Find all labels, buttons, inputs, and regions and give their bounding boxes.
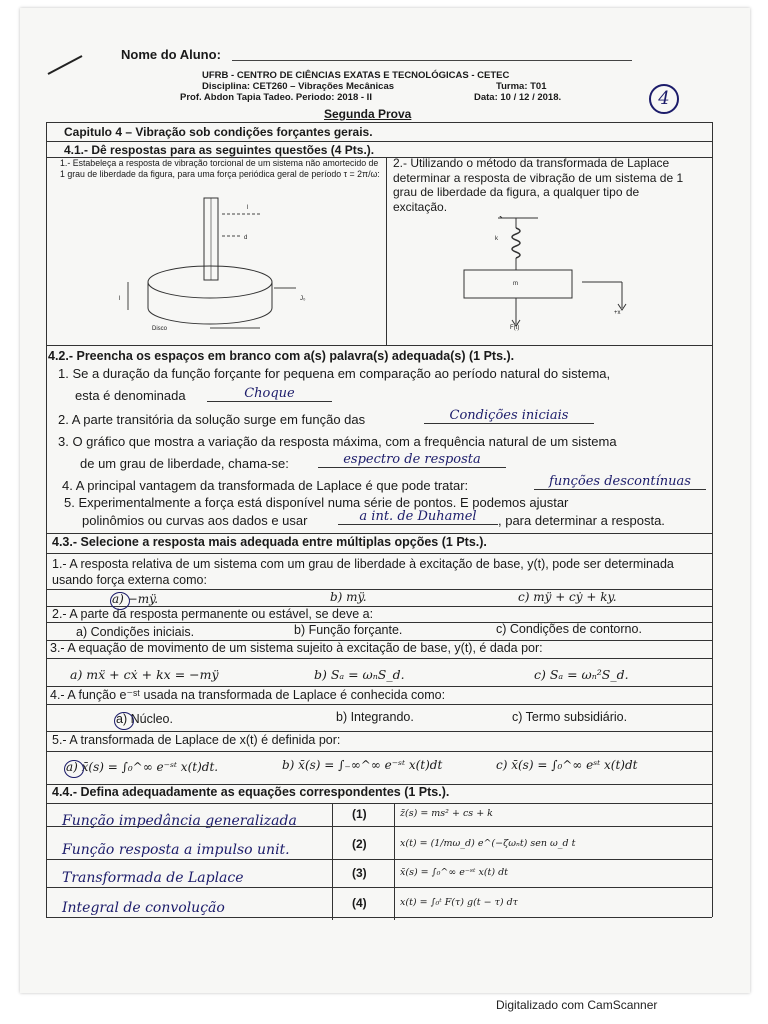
col-line	[332, 803, 333, 920]
rule	[46, 345, 712, 346]
eq-3-answer[interactable]: Transformada de Laplace	[62, 870, 244, 886]
section-4-1-title: 4.1.- Dê respostas para as seguintes questões (4 Pts.).	[64, 143, 375, 157]
fill-2-answer[interactable]: Condições iniciais	[424, 408, 594, 424]
mc-4-option-a[interactable]: a) Núcleo.	[116, 712, 173, 726]
mc-2-option-b[interactable]: b) Função forçante.	[294, 623, 403, 637]
student-name-line	[232, 60, 632, 61]
q2-statement: 2.- Utilizando o método da transformada de Laplace determinar a resposta de vibração de um sistema de 1 grau de liberdade da figura, a qualquer tipo de excitação.	[393, 156, 684, 214]
pen-mark-icon	[46, 50, 86, 80]
fill-1-answer[interactable]: Choque	[207, 386, 332, 402]
rule	[46, 859, 712, 860]
fill-5-line-b: polinômios ou curvas aos dados e usar	[82, 513, 308, 528]
eq-1-number: (1)	[352, 807, 367, 821]
inertia-label: J₀	[300, 296, 306, 302]
mc-3-question: 3.- A equação de movimento de um sistema sujeito à excitação de base, y(t), é dada por:	[50, 641, 543, 655]
fill-4-line: 4. A principal vantagem da transformada de Laplace é que pode tratar:	[62, 478, 469, 493]
rule	[46, 887, 712, 888]
rule	[46, 917, 712, 918]
selected-mark-icon	[64, 760, 84, 778]
exam-title: Segunda Prova	[324, 107, 412, 121]
mc-5-option-c[interactable]: c) x̄(s) = ∫₀^∞ eˢᵗ x(t)dt	[496, 758, 638, 772]
col-line	[394, 803, 395, 920]
mass-m-label: m	[513, 281, 518, 287]
mc-3-option-b[interactable]: b) Sₐ = ωₙS_d.	[314, 667, 405, 682]
mc-3-option-c[interactable]: c) Sₐ = ωₙ²S_d.	[534, 667, 629, 682]
mc-4-option-c[interactable]: c) Termo subsidiário.	[512, 710, 628, 724]
fill-1-line-a: 1. Se a duração da função forçante for pequena em comparação ao período natural do sistema,	[58, 366, 611, 381]
selected-mark-icon	[110, 592, 130, 610]
q-divider	[386, 157, 387, 345]
fill-3-line-b: de um grau de liberdade, chama-se:	[80, 456, 289, 471]
eq-2-answer[interactable]: Função resposta a impulso unit.	[62, 842, 290, 858]
mc-2-option-c[interactable]: c) Condições de contorno.	[496, 622, 642, 636]
mc-5-option-a[interactable]: a) x̄(s) = ∫₀^∞ e⁻ˢᵗ x(t)dt.	[66, 760, 219, 774]
eq-3-number: (3)	[352, 866, 367, 880]
mc-2-question: 2.- A parte da resposta permanente ou estável, se deve a:	[52, 607, 374, 621]
institution: UFRB - CENTRO DE CIÊNCIAS EXATAS E TECNOLÓGICAS - CETEC	[202, 70, 510, 81]
student-name-label: Nome do Aluno:	[121, 47, 221, 62]
scanner-watermark: Digitalizado com CamScanner	[496, 998, 658, 1012]
eq-4-formula: x(t) = ∫₀ᵗ F(τ) g(t − τ) dτ	[400, 897, 518, 908]
eq-3-formula: x̄(s) = ∫₀^∞ e⁻ˢᵗ x(t) dt	[400, 867, 509, 878]
rule	[46, 751, 712, 752]
force-label: F(t)	[510, 325, 520, 331]
rule	[46, 826, 712, 827]
selected-mark-icon	[114, 712, 134, 730]
fill-4-answer[interactable]: funções descontínuas	[534, 474, 706, 490]
fill-3-answer[interactable]: espectro de resposta	[318, 452, 506, 468]
section-4-3-title: 4.3.- Selecione a resposta mais adequada entre múltiplas opções (1 Pts.).	[52, 535, 487, 549]
rule	[46, 533, 712, 534]
length-label: l	[247, 205, 249, 211]
mc-3-option-a[interactable]: a) mẍ + cẋ + kx = −mÿ	[70, 667, 219, 682]
mc-1-option-a[interactable]: a) −mÿ.	[112, 592, 159, 606]
eq-1-answer[interactable]: Função impedância generalizada	[62, 813, 297, 829]
mc-1-question: 1.- A resposta relativa de um sistema com um grau de liberdade à excitação de base, y(t), pode ser determinada usando força externa como:	[52, 557, 674, 587]
mc-5-option-b[interactable]: b) x̄(s) = ∫₋∞^∞ e⁻ˢᵗ x(t)dt	[282, 758, 443, 772]
eq-2-number: (2)	[352, 837, 367, 851]
rule	[46, 553, 712, 554]
height-label: l	[119, 296, 121, 302]
mc-4-question: 4.- A função e⁻ˢᵗ usada na transformada de Laplace é conhecida como:	[50, 688, 446, 702]
torsional-disc-figure	[110, 196, 330, 342]
professor: Prof. Abdon Tapia Tadeo. Periodo: 2018 - II	[180, 92, 372, 103]
eq-1-formula: z̄(s) = ms² + cs + k	[400, 808, 493, 819]
rule	[46, 704, 712, 705]
mc-5-question: 5.- A transformada de Laplace de x(t) é definida por:	[52, 733, 341, 747]
eq-2-formula: x(t) = (1/mω_d) e^(−ζωₙt) sen ω_d t	[400, 838, 576, 849]
rule	[46, 658, 712, 659]
fill-2-line: 2. A parte transitória da solução surge em função das	[58, 412, 366, 427]
mc-2-option-a[interactable]: a) Condições iniciais.	[76, 625, 195, 639]
class: Turma: T01	[496, 81, 547, 92]
x-direction-label: +x	[614, 310, 621, 316]
fill-5-answer[interactable]: a int. de Duhamel	[338, 509, 498, 525]
rule	[46, 731, 712, 732]
discipline: Disciplina: CET260 – Vibrações Mecânicas	[202, 81, 395, 92]
diameter-label: d	[244, 235, 248, 241]
rule	[46, 122, 712, 123]
mc-1-option-b[interactable]: b) mÿ.	[330, 590, 367, 604]
spring-mass-figure	[458, 216, 638, 336]
fill-1-line-b: esta é denominada	[75, 388, 186, 403]
section-4-2-title: 4.2.- Preencha os espaços em branco com a(s) palavra(s) adequada(s) (1 Pts.).	[48, 349, 515, 363]
fill-5-line-a: 5. Experimentalmente a força está disponível numa série de pontos. E podemos ajustar	[64, 495, 569, 510]
rule	[46, 803, 712, 804]
fill-5-line-c: , para determinar a resposta.	[498, 513, 665, 528]
disc-label: Disco	[152, 326, 168, 332]
mc-1-option-c[interactable]: c) mÿ + cẏ + ky.	[518, 590, 617, 604]
q1-statement: 1.- Estabeleça a resposta de vibração torcional de um sistema não amortecido de 1 grau de liberdade da figura, para uma força periódica geral de período τ = 2π/ω:	[60, 158, 380, 179]
chapter-title: Capitulo 4 – Vibração sob condições forçantes gerais.	[64, 125, 373, 139]
mc-4-option-b[interactable]: b) Integrando.	[336, 710, 414, 724]
rule	[46, 141, 712, 142]
section-4-4-title: 4.4.- Defina adequadamente as equações correspondentes (1 Pts.).	[52, 785, 450, 799]
date: Data: 10 / 12 / 2018.	[474, 92, 562, 103]
eq-4-number: (4)	[352, 896, 367, 910]
fill-3-line-a: 3. O gráfico que mostra a variação da resposta máxima, com a frequência natural de um sistema	[58, 434, 617, 449]
eq-4-answer[interactable]: Integral de convolução	[62, 900, 225, 916]
spring-k-label: k	[495, 236, 498, 242]
grade-mark: 4	[649, 84, 679, 114]
frame-right	[712, 122, 713, 917]
frame-left	[46, 122, 47, 917]
